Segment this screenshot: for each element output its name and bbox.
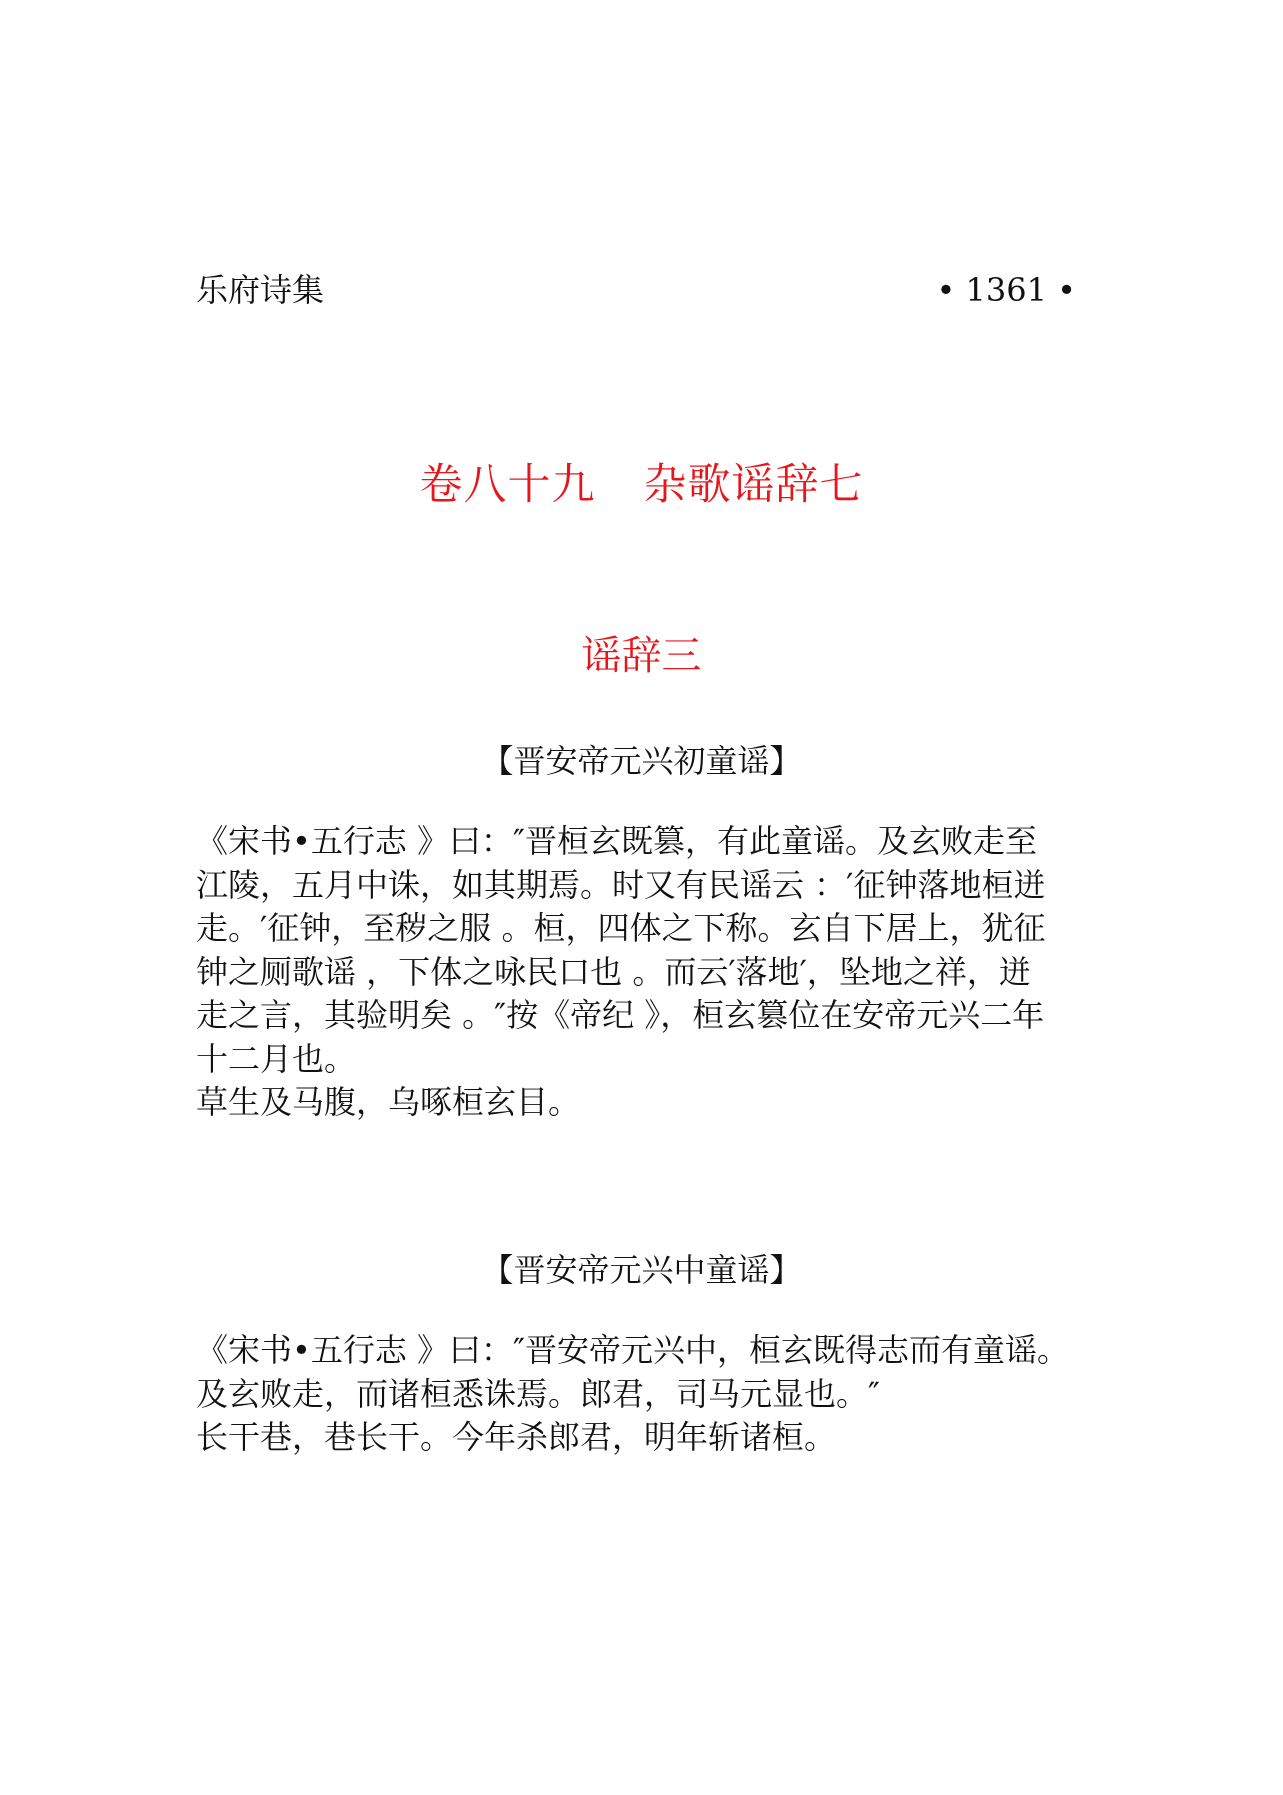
song-body (196, 820, 1116, 1125)
song-lyrics: 草生及马腹，乌啄桓玄目。 (196, 1083, 581, 1121)
running-header (196, 268, 1076, 312)
commentary-line: 《宋书•五行志 》曰：″晋安帝元兴中，桓玄既得志而有童谣。 (196, 1331, 1070, 1369)
commentary-line: 钟之厕歌谣 ，下体之咏民口也 。而云′落地′，坠地之祥，迸 (196, 952, 1031, 991)
commentary-line: 走。′征钟，至秽之服 。桓，四体之下称。玄自下居上，犹征 (196, 909, 1046, 947)
section-title: 谣辞三 (581, 633, 702, 679)
commentary-line: 江陵，五月中诛，如其期焉。时又有民谣云 ：′征钟落地桓迸 (196, 865, 1046, 904)
song-lyrics: 长干巷，巷长干。今年杀郎君，明年斩诸桓。 (196, 1418, 837, 1456)
page-number: • 1361 • (936, 271, 1076, 309)
song-body (196, 1329, 1116, 1460)
commentary-line: 《宋书•五行志 》曰：″晋桓玄既篡，有此童谣。及玄败走至 (196, 822, 1038, 860)
chapter-title (0, 455, 1283, 515)
commentary-line: 走之言，其验明矣 。″按《帝纪 》，桓玄篡位在安帝元兴二年 (196, 996, 1045, 1034)
chapter-volume: 卷八十九 (419, 460, 596, 510)
commentary-line: 及玄败走，而诸桓悉诛焉。郎君，司马元显也。″ (196, 1374, 880, 1413)
book-title: 乐府诗集 (196, 271, 325, 309)
chapter-name: 杂歌谣辞七 (643, 460, 864, 510)
song-title: 【晋安帝元兴初童谣】 (481, 742, 802, 780)
song-title: 【晋安帝元兴中童谣】 (481, 1251, 802, 1289)
commentary-line: 十二月也。 (196, 1039, 357, 1078)
